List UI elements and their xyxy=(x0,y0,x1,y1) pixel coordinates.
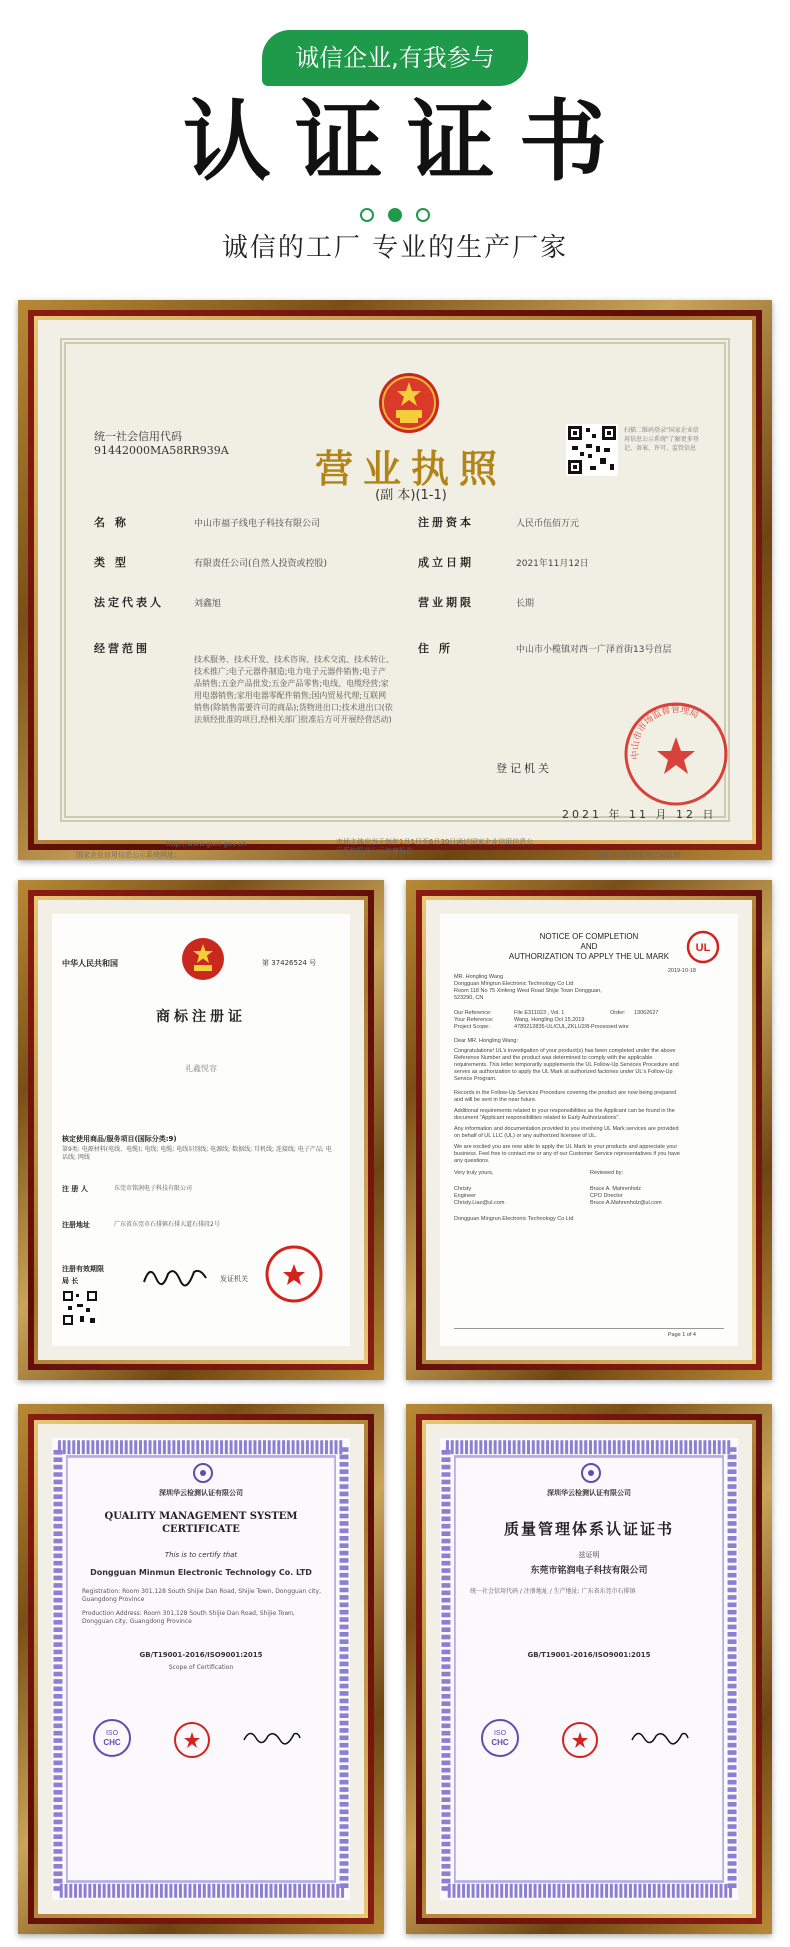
header-banner xyxy=(0,0,790,290)
signature-icon xyxy=(242,1726,302,1746)
qr-code-icon xyxy=(566,424,618,476)
ul-to-name: MR. Hongling Wang xyxy=(454,974,504,980)
org-logo-icon xyxy=(188,1462,218,1484)
ul-your-ref-value: Wang, Hongling Oct 15,2019 xyxy=(514,1017,585,1023)
ul-reviewed: Reviewed by: xyxy=(590,1170,624,1176)
ul-body-2: Records in the Follow-Up Services Procedure covering the product are now being prepared and will be sent in the near future. xyxy=(454,1090,677,1103)
field-address-value: 中山市小榄镇对西一广泽首街13号首层 xyxy=(516,645,672,655)
official-seal-icon xyxy=(621,699,731,809)
tm-address-label: 注册地址 xyxy=(62,1221,90,1229)
tm-registrant-label: 注 册 人 xyxy=(62,1185,88,1193)
field-capital-value: 人民币伍佰万元 xyxy=(516,519,580,529)
field-established-value: 2021年11月12日 xyxy=(516,559,589,569)
qms-en-certificate xyxy=(52,1438,350,1900)
ul-page: Page 1 of 4 xyxy=(667,1332,696,1338)
signature-icon xyxy=(140,1260,210,1290)
qms-en-registration: Registration: Room 301,128 South Shijie Dan Road, Shijie Town, Dongguan city, Guangdong Province xyxy=(82,1588,321,1603)
footer-right: 国家市场监督管理总局监制 xyxy=(596,851,680,859)
tm-goods-list: 第9类: 电源材料(电线、电缆); 电线; 电缆; 电线识别线; 电源线; 数据线; 耳机线; 连接线; 电子产品; 电话线; 网线 xyxy=(62,1146,332,1161)
tm-address-value: 广东省东莞市石排镇石排大道石排段2号 xyxy=(114,1221,220,1228)
official-seal-icon xyxy=(560,1720,600,1760)
ul-file-label: Our Reference: xyxy=(454,1010,492,1016)
ul-date: 2019-10-18 xyxy=(667,968,696,974)
ul-cert-frame xyxy=(406,880,772,1380)
ul-certificate xyxy=(440,914,738,1346)
ul-project-value: 4789212835-UL/CUL,ZKLU2/8-Processed wire xyxy=(514,1024,629,1030)
footer-left: 国家企业信用信息公示系统网址: xyxy=(76,851,177,859)
footer-notice: 市场主体应当于每年1月1日至6月30日通过国家企业信用信息公示系统报送公示年度报告 xyxy=(336,838,534,855)
qms-cn-company: 东莞市铭润电子科技有限公司 xyxy=(530,1566,648,1576)
registration-authority: 登记机关 xyxy=(496,762,552,775)
qr-code-icon xyxy=(62,1290,98,1326)
tm-sig-label: 局 长 xyxy=(62,1277,79,1285)
qms-cn-address-1: 统一社会信用代码 / 注册地址 / 生产地址: 广东省东莞市石排镇 xyxy=(470,1588,636,1595)
license-title: 营业执照 xyxy=(314,446,507,491)
field-term-value: 长期 xyxy=(516,599,535,609)
svg-text:ISO: ISO xyxy=(105,1730,119,1737)
field-name-label: 名 称 xyxy=(94,516,129,529)
slogan-tag: 诚信企业,有我参与 xyxy=(262,30,528,86)
tm-valid-label: 注册有效期限 xyxy=(62,1265,104,1273)
guilloche-border-icon xyxy=(440,1438,738,1900)
qr-note: 扫描二维码登录"国家企业信用信息公示系统"了解更多登记、备案、许可、监管信息 xyxy=(624,427,699,452)
qms-cn-frame xyxy=(406,1404,772,1934)
qms-en-production: Production Address: Room 301,128 South Shijie Dan Road, Shijie Town, Dongguan city, Guangdong Province xyxy=(82,1610,295,1625)
ul-signer1-mail: Christy.Liao@ul.com xyxy=(454,1200,505,1206)
qms-cn-certificate xyxy=(440,1438,738,1900)
tm-title: 商标注册证 xyxy=(156,1009,246,1025)
license-subtitle: (副 本)(1-1) xyxy=(375,488,447,503)
business-license-frame xyxy=(18,300,772,860)
field-legal-rep-value: 刘鑫旭 xyxy=(194,599,222,609)
signature-icon xyxy=(630,1726,690,1746)
ul-body-1: Congratulations! UL's investigation of your product(s) has been completed under the above Reference Number and the product was determined to comply with the applicable requirements. This letter temporarily supplements the UL Follow-Up Services Procedure and serves as authorization to apply the UL Mark at authorized factories under UL's Follow-Up Service Program. xyxy=(454,1048,679,1082)
svg-text:UL: UL xyxy=(695,942,711,954)
field-capital-label: 注册资本 xyxy=(418,516,474,529)
qms-cn-org: 深圳华云检测认证有限公司 xyxy=(547,1489,631,1497)
decorative-dots xyxy=(360,208,430,222)
footer-divider xyxy=(454,1328,724,1329)
qms-en-scope: Scope of Certification xyxy=(168,1664,234,1671)
ul-notice-title: NOTICE OF COMPLETION AND AUTHORIZATION TO APPLY THE UL MARK xyxy=(508,932,670,961)
license-date: 2021 年 11 月 12 日 xyxy=(562,808,717,821)
ul-project-label: Project Scope: xyxy=(454,1024,490,1030)
qms-en-company: Dongguan Minmun Electronic Technology Co. LTD xyxy=(90,1568,312,1577)
dot-icon xyxy=(416,208,430,222)
tm-issuer: 发证机关 xyxy=(220,1275,248,1283)
page-subtitle: 诚信的工厂 专业的生产厂家 xyxy=(221,233,569,263)
ul-signer1: Christy xyxy=(454,1186,472,1192)
qms-en-certify: This is to certify that xyxy=(164,1551,238,1559)
field-legal-rep-label: 法定代表人 xyxy=(94,596,164,609)
org-logo-icon xyxy=(576,1462,606,1484)
ul-address: Room 118 No 75 Xinfeng West Road Shijie Town Dongguan, 523290, CN xyxy=(454,988,602,1001)
ul-file-value: File E311023 , Vol. 1 xyxy=(514,1010,565,1016)
field-name-value: 中山市福子线电子科技有限公司 xyxy=(194,519,321,529)
ul-signer2: Bruce A. Mahrenholz xyxy=(590,1186,642,1192)
footer-url: http://www.gsxt.gov.cn xyxy=(166,840,247,848)
qms-en-org: 深圳华云检测认证有限公司 xyxy=(159,1489,243,1497)
tm-brand: 礼鑫悦容 xyxy=(185,1064,217,1073)
business-license xyxy=(60,338,730,859)
ul-body-3: Additional requirements related to your responsibilities as the Applicant can be found in the document "Applicant responsibilities related to Early Authorizations". xyxy=(454,1108,675,1121)
field-type-label: 类 型 xyxy=(94,556,129,569)
dot-icon xyxy=(388,208,402,222)
iso-badge-icon xyxy=(92,1718,132,1758)
ul-body-4: Any information and documentation provided to you involving UL Mark services are provided on behalf of UL LLC (UL) or any authorized licensee of UL. xyxy=(454,1126,679,1139)
ul-your-ref-label: Your Reference: xyxy=(454,1017,494,1023)
field-scope-label: 经营范围 xyxy=(94,642,150,655)
ul-signer2-mail: Bruce.A.Mahrenholz@ul.com xyxy=(590,1200,662,1206)
iso-badge-icon xyxy=(480,1718,520,1758)
field-term-label: 营业期限 xyxy=(418,596,474,609)
svg-text:CHC: CHC xyxy=(491,1738,509,1747)
field-scope-value: 技术服务、技术开发、技术咨询、技术交流、技术转让、技术推广;电子元器件制造;电力电子元器件销售;电子产品销售;五金产品批发;五金产品零售;电线、电缆经营;家用电器销售;家用电器零配件销售;国内贸易代理;互联网销售(除销售需要许可的商品);货物进出口;技术进出口(依法须经批准的项目,经相关部门批准后方可开展经营活动) xyxy=(194,655,394,724)
qms-en-frame xyxy=(18,1404,384,1934)
tm-reg-no: 第 37426524 号 xyxy=(262,959,317,967)
dot-icon xyxy=(360,208,374,222)
ul-order-label: Order: xyxy=(610,1010,626,1016)
field-address-label: 住 所 xyxy=(418,642,453,655)
tm-registrant-value: 东莞市铭润电子科技有限公司 xyxy=(114,1185,193,1192)
ul-closing: Very truly yours, xyxy=(454,1170,494,1176)
field-established-label: 成立日期 xyxy=(418,556,474,569)
national-emblem-icon xyxy=(180,936,226,982)
tm-goods-label: 核定使用商品/服务项目(国际分类:9) xyxy=(62,1135,177,1143)
ul-dear: Dear MR. Hongling Wang: xyxy=(454,1038,518,1044)
credit-code: 91442000MA58RR939A xyxy=(94,444,229,457)
field-type-value: 有限责任公司(自然人投资或控股) xyxy=(194,559,328,569)
trademark-cert-frame xyxy=(18,880,384,1380)
tm-header-left: 中华人民共和国 xyxy=(62,959,118,968)
qms-cn-certify: 兹证明 xyxy=(578,1551,600,1559)
trademark-certificate xyxy=(52,914,350,1346)
national-emblem-icon xyxy=(376,370,442,436)
ul-company: Dongguan Mingrun Electronic Technology Co Ltd xyxy=(454,981,574,987)
qms-en-standard: GB/T19001-2016/ISO9001:2015 xyxy=(139,1651,263,1659)
ul-logo-icon xyxy=(686,930,720,964)
official-seal-icon xyxy=(264,1244,324,1304)
ul-order-value: 13062627 xyxy=(634,1010,659,1016)
ul-signer1-title: Engineer xyxy=(454,1193,477,1199)
ul-body-5: We are excited you are now able to apply the UL Mark to your products and appreciate your business. Feel free to contact me or any of our Customer Service representatives if you have any questions. xyxy=(454,1144,680,1164)
credit-code-label: 统一社会信用代码 xyxy=(94,430,182,443)
svg-text:中山市市场监督管理局: 中山市市场监督管理局 xyxy=(630,705,700,760)
ul-signer2-title: CPO Director xyxy=(590,1193,623,1199)
svg-text:ISO: ISO xyxy=(493,1730,507,1737)
qms-cn-standard: GB/T19001-2016/ISO9001:2015 xyxy=(527,1651,651,1659)
ul-footer-company: Dongguan Mingrun Electronic Technology Co Ltd xyxy=(454,1216,574,1222)
qms-en-title: QUALITY MANAGEMENT SYSTEM CERTIFICATE xyxy=(104,1511,298,1535)
qms-cn-title: 质量管理体系认证证书 xyxy=(503,1520,674,1538)
svg-text:CHC: CHC xyxy=(103,1738,121,1747)
official-seal-icon xyxy=(172,1720,212,1760)
page-title: 认证证书 xyxy=(182,90,631,193)
